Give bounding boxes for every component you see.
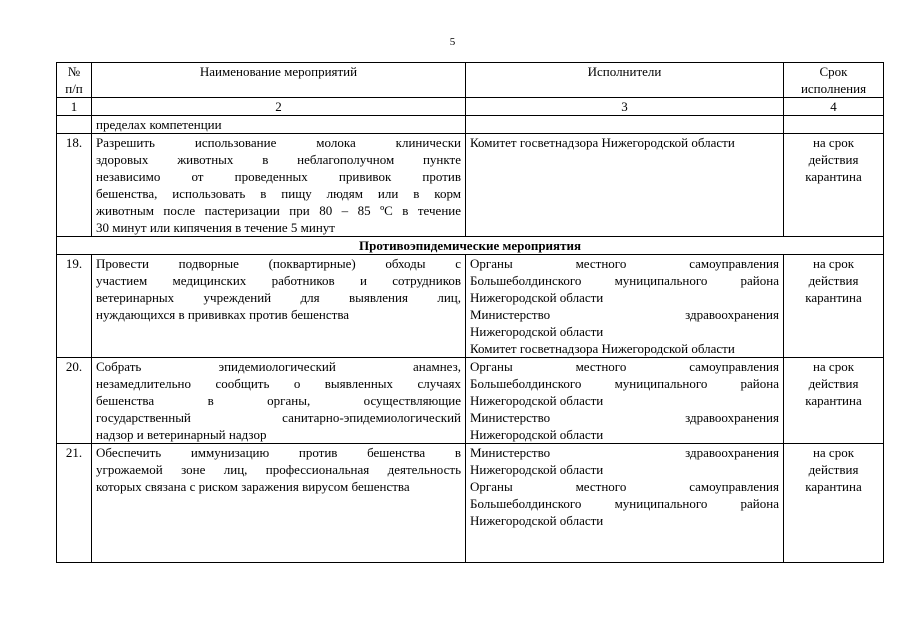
text-line: Нижегородской области [470,513,604,528]
text-line: действия [808,152,859,167]
header-measures: Наименование мероприятий [92,63,466,98]
text-line: действия [808,273,859,288]
text-line: надзор и ветеринарный надзор [96,427,267,442]
measure-text [92,358,466,444]
header-number-line: № [67,64,81,79]
text-line: здоровых животных в неблагополучном пункте [96,152,461,167]
text-line: Обеспечить иммунизацию против бешенства в [96,445,461,460]
text-line: Большеболдинского муниципального района [470,273,779,288]
row-number: 19. [57,255,92,358]
row-number [57,116,92,134]
text-line: карантина [805,290,862,305]
text-line: карантина [805,393,862,408]
header-deadline [784,63,884,98]
text-line: 30 минут или кипячения в течение 5 минут [96,220,335,235]
deadline-text [784,444,884,563]
text-line: Нижегородской области [470,427,604,442]
row-number: 20. [57,358,92,444]
measure-text: пределах компетенции [92,116,466,134]
executors-text [466,444,784,563]
deadline-text [784,255,884,358]
table-header-row [57,63,884,98]
deadline-text [784,116,884,134]
executors-text [466,358,784,444]
text-line: на срок [812,445,855,460]
deadline-text [784,358,884,444]
header-number-line: п/п [65,81,83,96]
row-number: 18. [57,134,92,237]
text-line: действия [808,376,859,391]
text-line: на срок [812,135,855,150]
executors-text [466,116,784,134]
page-number: 5 [449,36,456,48]
text-line: государственный санитарно-эпидемиологический [96,410,461,425]
measure-text [92,444,466,563]
text-line: ветеринарных учреждений для выявления лиц, [96,290,461,305]
executors-text [466,134,784,237]
text-line: Нижегородской области [470,462,604,477]
continuation-row [57,116,884,134]
text-line: Органы местного самоуправления [470,359,779,374]
text-line: угрожаемой зоне лиц, профессиональная деятельность [96,462,461,477]
text-line: Провести подворные (поквартирные) обходы с [96,256,461,271]
column-index: 1 [57,98,92,116]
text-line: участием медицинских работников и сотрудников [96,273,461,288]
text-line: Органы местного самоуправления [470,256,779,271]
text-line: животным после пастеризации при 80 – 85 ºС в течение [96,203,461,218]
deadline-text [784,134,884,237]
text-line: Большеболдинского муниципального района [470,376,779,391]
table-row [57,255,884,358]
section-row [57,237,884,255]
executors-text [466,255,784,358]
text-line: которых связана с риском заражения вирусом бешенства [96,479,410,494]
column-index: 2 [92,98,466,116]
column-index-row [57,98,884,116]
text-line: действия [808,462,859,477]
text-line: нуждающихся в прививках против бешенства [96,307,350,322]
table-row [57,134,884,237]
header-deadline-line: Срок [819,64,848,79]
text-line: Министерство здравоохранения [470,445,779,460]
column-index: 3 [466,98,784,116]
column-index: 4 [784,98,884,116]
header-executors: Исполнители [466,63,784,98]
section-title: Противоэпидемические мероприятия [57,237,884,255]
text-line: на срок [812,256,855,271]
text-line: бешенства в органы, осуществляющие [96,393,461,408]
text-line: бешенства, использовать в пищу людям или в корм [96,186,461,201]
header-deadline-line: исполнения [800,81,867,96]
text-line: независимо от проведенных прививок против [96,169,461,184]
measures-table [56,62,884,563]
table-row [57,358,884,444]
text-line: Нижегородской области [470,290,604,305]
text-line: Нижегородской области [470,324,604,339]
text-line: Комитет госветнадзора Нижегородской области [470,135,735,150]
text-line: Министерство здравоохранения [470,410,779,425]
text-line: Министерство здравоохранения [470,307,779,322]
row-number: 21. [57,444,92,563]
measure-text [92,134,466,237]
header-number [57,63,92,98]
table-row [57,444,884,563]
text-line: на срок [812,359,855,374]
text-line: Нижегородской области [470,393,604,408]
text-line: карантина [805,169,862,184]
text-line: незамедлительно сообщить о выявленных случаях [96,376,461,391]
text-line: Разрешить использование молока клинически [96,135,461,150]
text-line: Большеболдинского муниципального района [470,496,779,511]
text-line: Органы местного самоуправления [470,479,779,494]
text-line: Собрать эпидемиологический анамнез, [96,359,461,374]
text-line: карантина [805,479,862,494]
text-line: Комитет госветнадзора Нижегородской области [470,341,735,356]
measure-text [92,255,466,358]
